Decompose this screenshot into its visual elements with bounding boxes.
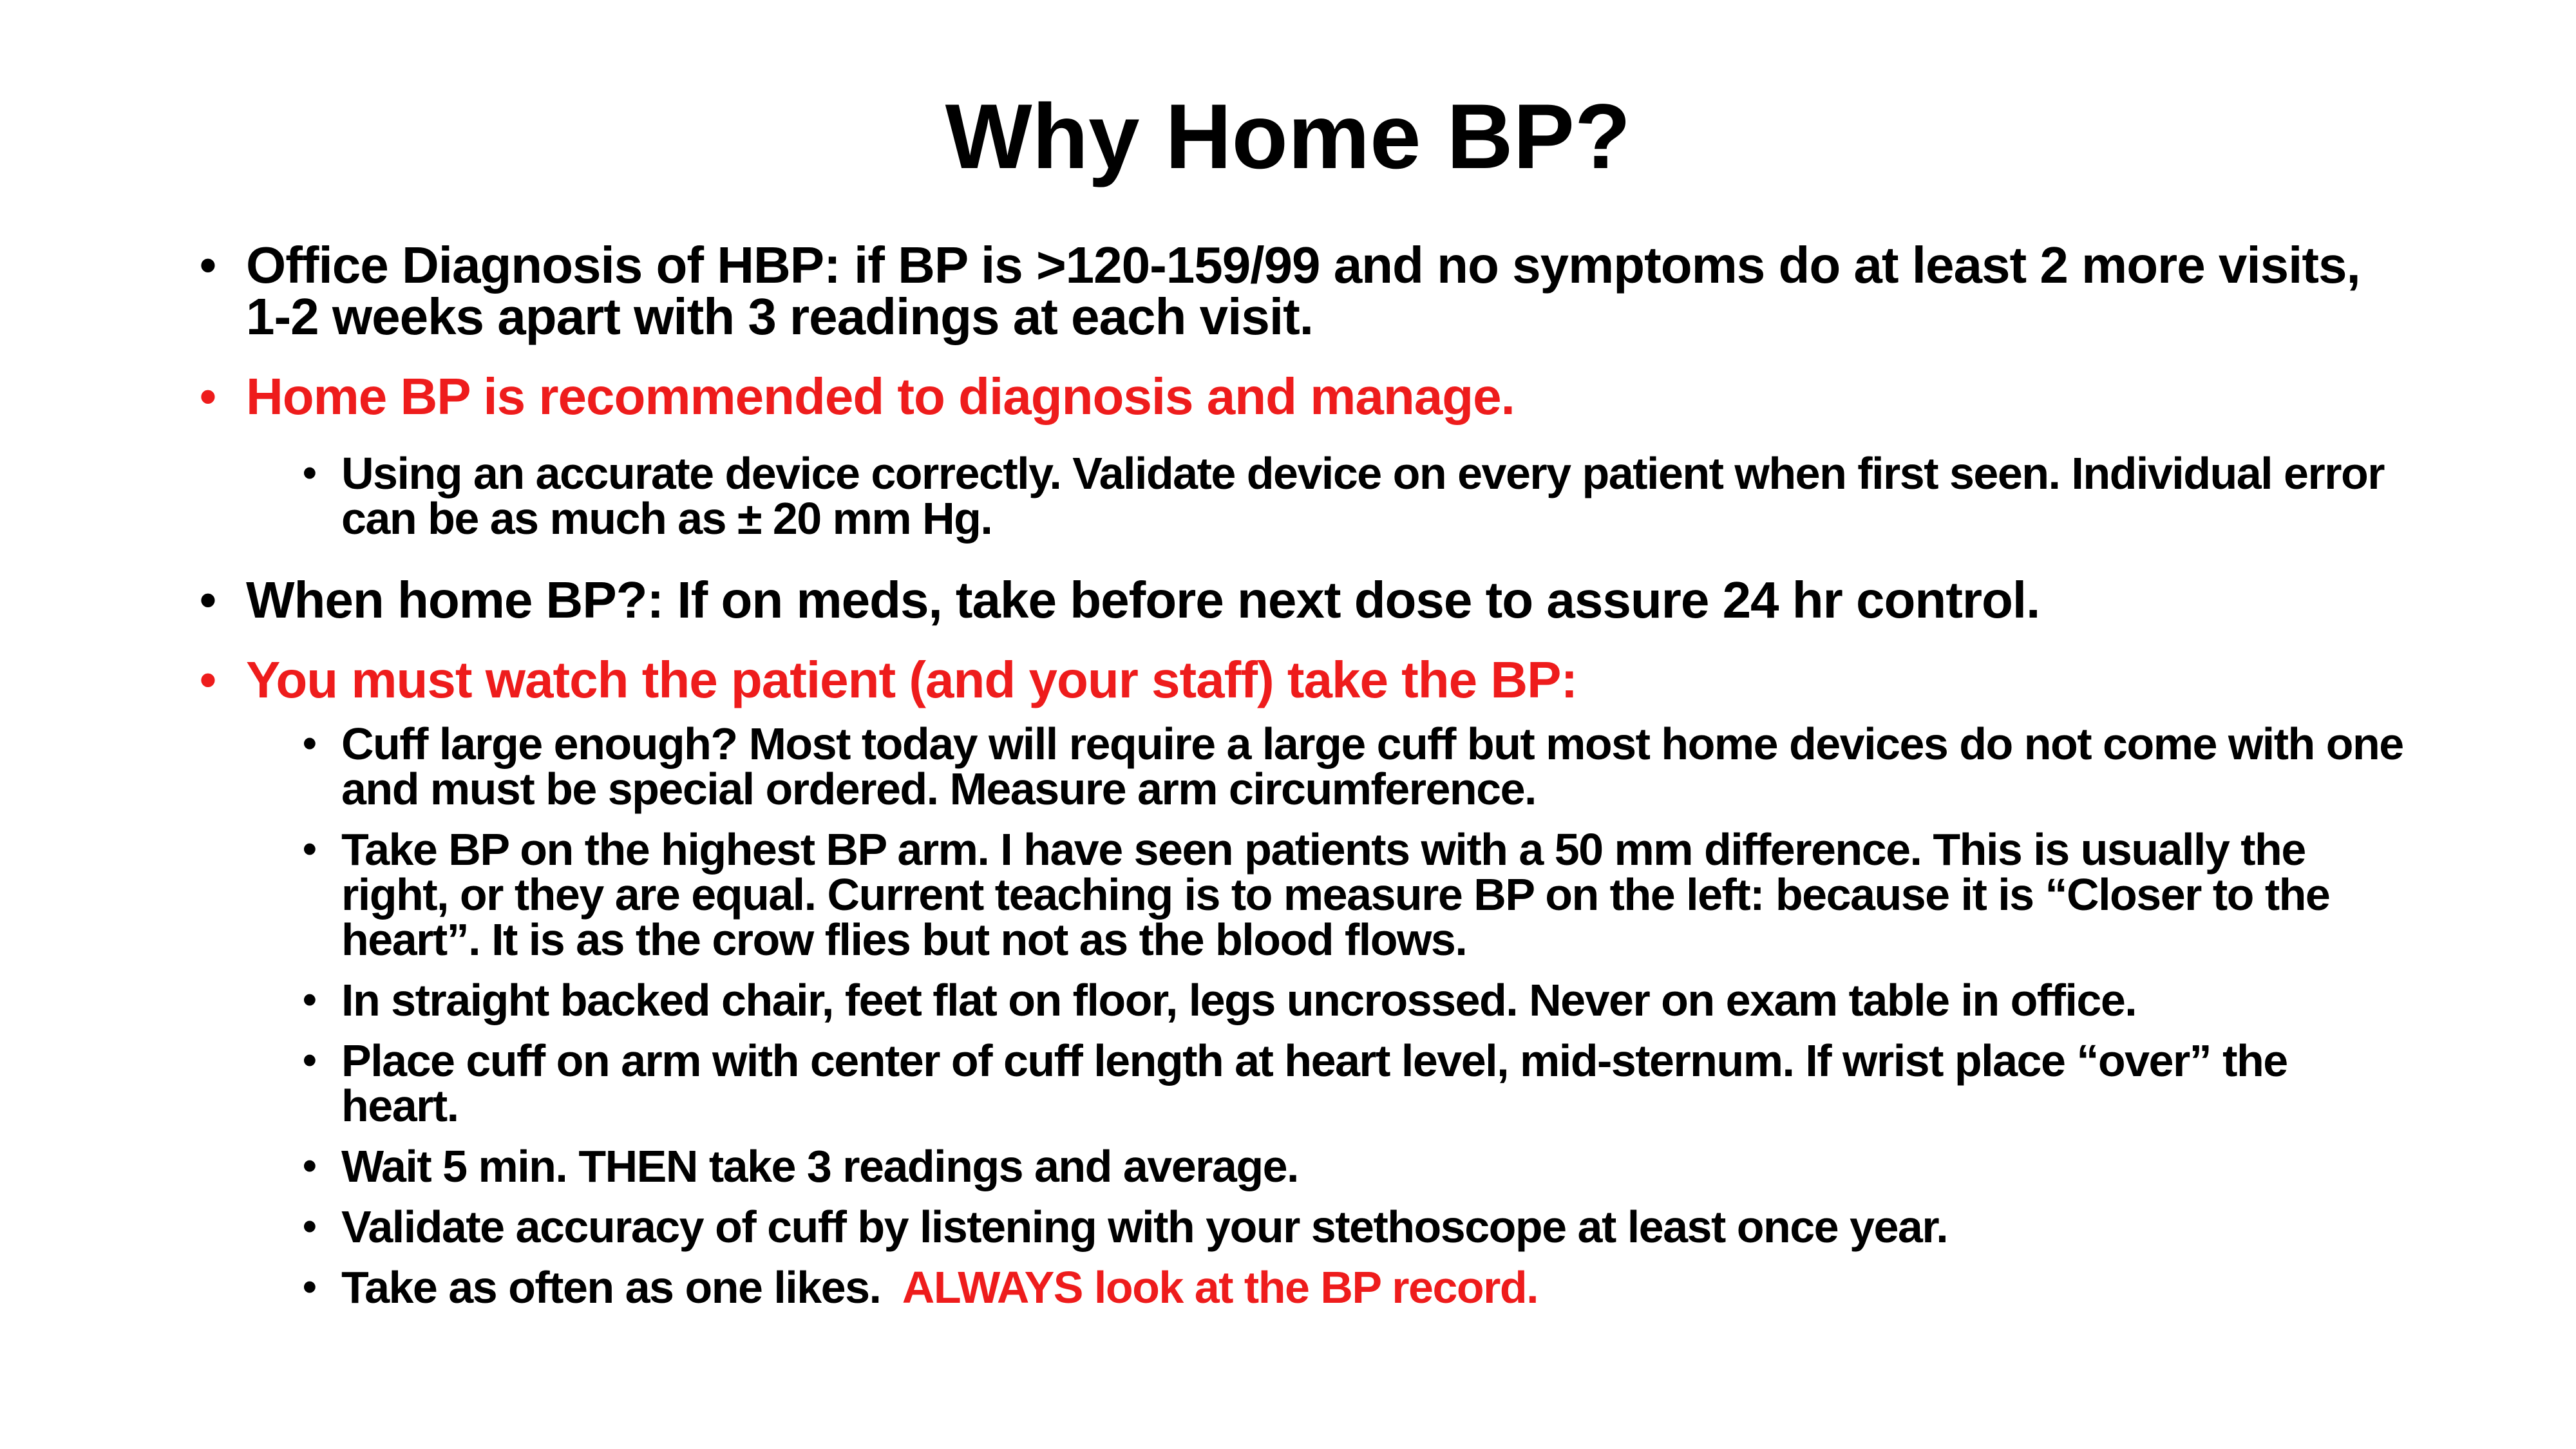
- bullet-watch-patient: [200, 651, 2409, 708]
- bullet-dot-icon: •: [303, 1204, 316, 1249]
- sub-bullet-wait-readings: [303, 1141, 2409, 1191]
- bullet-text: You must watch the patient (and your staff) take the BP:: [246, 651, 1578, 708]
- bullet-office-diagnosis: [200, 236, 2409, 345]
- bullet-home-bp-recommended: [200, 368, 2409, 425]
- bullet-dot-icon: •: [303, 978, 316, 1022]
- slide-title: Why Home BP?: [945, 86, 1631, 188]
- bullet-dot-icon: •: [200, 653, 216, 706]
- bullet-text: Take BP on the highest BP arm. I have seen patients with a 50 mm difference. This is usually the right, or they are equal. Current teaching is to measure BP on the left: because it is “Closer to the heart”. It is as the crow flies but not as the blood flows.: [341, 824, 2330, 965]
- bullet-text: Cuff large enough? Most today will require a large cuff but most home devices do not come with one and must be special ordered. Measure arm circumference.: [341, 719, 2403, 814]
- bullet-text: Wait 5 min. THEN take 3 readings and average.: [341, 1141, 1298, 1191]
- sub-bullet-take-often: [303, 1262, 2409, 1312]
- bullet-list: [200, 236, 2409, 1325]
- bullet-text: When home BP?: If on meds, take before next dose to assure 24 hr control.: [246, 571, 2040, 629]
- bullet-when-home-bp: [200, 571, 2409, 629]
- bullet-dot-icon: •: [200, 238, 216, 292]
- bullet-dot-icon: •: [200, 370, 216, 423]
- bullet-text: Office Diagnosis of HBP: if BP is >120-159/99 and no symptoms do at least 2 more visits, 1-2 weeks apart with 3 readings at each visit.: [246, 236, 2360, 345]
- sub-bullet-accurate-device: [303, 448, 2409, 544]
- bullet-text: Validate accuracy of cuff by listening with your stethoscope at least once year.: [341, 1202, 1948, 1252]
- bullet-dot-icon: •: [200, 573, 216, 627]
- bullet-dot-icon: •: [303, 1144, 316, 1188]
- bullet-text: Home BP is recommended to diagnosis and manage.: [246, 368, 1515, 425]
- bullet-dot-icon: •: [303, 827, 316, 871]
- sub-bullet-highest-arm: [303, 824, 2409, 965]
- bullet-dot-icon: •: [303, 1038, 316, 1083]
- sub-bullet-cuff-placement: [303, 1036, 2409, 1131]
- sub-bullet-cuff-size: [303, 719, 2409, 814]
- bullet-dot-icon: •: [303, 451, 316, 495]
- bullet-dot-icon: •: [303, 1265, 316, 1309]
- bullet-dot-icon: •: [303, 721, 316, 766]
- sub-bullet-validate-accuracy: [303, 1202, 2409, 1252]
- bullet-text: In straight backed chair, feet flat on floor, legs uncrossed. Never on exam table in office.: [341, 975, 2137, 1025]
- bullet-highlight-text: ALWAYS look at the BP record.: [902, 1262, 1539, 1312]
- sub-bullet-chair-posture: [303, 975, 2409, 1025]
- bullet-text: Using an accurate device correctly. Validate device on every patient when first seen. Individual error can be as much as ± 20 mm Hg.: [341, 448, 2384, 544]
- bullet-text: Take as often as one likes.: [341, 1262, 902, 1312]
- bullet-text: Place cuff on arm with center of cuff length at heart level, mid-sternum. If wrist place “over” the heart.: [341, 1036, 2287, 1131]
